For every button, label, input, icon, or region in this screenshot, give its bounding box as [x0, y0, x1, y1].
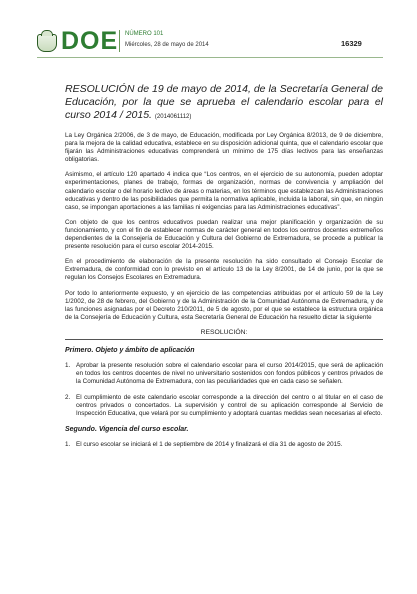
resolution-code: (2014061112) [154, 114, 192, 120]
doe-logo: DOE [61, 27, 119, 55]
item-text: El curso escolar se iniciará el 1 de septiembre de 2014 y finalizará el día 31 de agosto de 2015. [76, 441, 343, 449]
resolution-rule [65, 339, 383, 340]
resolution-heading: RESOLUCIÓN: [200, 328, 248, 336]
item-number: 2. [65, 394, 71, 402]
resolution-title-text: RESOLUCIÓN de 19 de mayo de 2014, de la Secretaría General de Educación, por la que se aprueba el calendario escolar para el curso 2014 / 2015. [65, 83, 383, 121]
paragraph: En el procedimiento de elaboración de la presente resolución ha sido consultado el Consejo Escolar de Extremadura, de conformidad con lo previsto en el artículo 13 de la Ley 8/2001, de 14 de junio, por la que se regulan los Consejos Escolares en Extremadura. [65, 258, 383, 282]
header-rule [37, 57, 383, 58]
section-heading-second: Segundo. Vigencia del curso escolar. [65, 426, 189, 434]
item-number: 1. [65, 361, 71, 369]
document-body [65, 83, 383, 458]
paragraph: Asimismo, el artículo 120 apartado 4 indica que “Los centros, en el ejercicio de su autonomía, pueden adoptar experimentaciones, planes de trabajo, formas de organización, normas de convivencia y ampliación del calendario escolar o del horario lectivo de áreas o materias, en los términos que establezcan las Administraciones educativas y dentro de las posibilidades que permita la normativa aplicable, incluida la laboral, sin que, en ningún caso, se impongan aportaciones a las familias ni exigencias para las Administraciones educativas”. [65, 171, 383, 211]
paragraph: La Ley Orgánica 2/2006, de 3 de mayo, de Educación, modificada por Ley Orgánica 8/2013, de 9 de diciembre, para la mejora de la calidad educativa, establece en su disposición adicional quinta, que el calendario escolar que fijarán las Administraciones educativas comprenderá un mínimo de 175 días lectivos para las enseñanzas obligatorias. [65, 132, 383, 164]
issue-date: Miércoles, 28 de mayo de 2014 [125, 42, 209, 48]
page-number: 16329 [341, 39, 362, 48]
list-item [65, 394, 383, 418]
item-text: Aprobar la presente resolución sobre el calendario escolar para el curso 2014/2015, que será de aplicación en todos los centros docentes de nivel no universitario sostenidos con fondos públicos y centros privados de la Comunidad Autónoma de Extremadura, con las peculiaridades que en cada caso se señalen. [76, 361, 383, 386]
issue-number: NÚMERO 101 [125, 31, 164, 37]
header-divider [119, 30, 120, 52]
list-item [65, 441, 383, 449]
resolution-title [65, 83, 383, 124]
page-header [0, 0, 417, 62]
item-number: 1. [65, 441, 71, 449]
list-item [65, 362, 383, 386]
paragraph: Con objeto de que los centros educativos puedan realizar una mejor planificación y organización de su funcionamiento, y con el fin de establecer normas de carácter general en todos los centros docentes extremeños dependientes de la Consejería de Educación y Cultura del Gobierno de Extremadura, se procede a publicar la presente resolución para el curso escolar 2014-2015. [65, 218, 383, 251]
coat-of-arms-icon [37, 34, 57, 52]
paragraph: Por todo lo anteriormente expuesto, y en ejercicio de las competencias atribuidas por el artículo 59 de la Ley 1/2002, de 28 de febrero, del Gobierno y de la Administración de la Comunidad Autónoma de Extremadura, y de las funciones asignadas por el Decreto 210/2011, de 5 de agosto, por el que se establece la estructura orgánica de la Consejería de Educación y Cultura, esta Secretaría General de Educación ha resuelto dictar la siguiente [65, 289, 383, 321]
section-heading-first: Primero. Objeto y ámbito de aplicación [65, 346, 195, 354]
item-text: El cumplimiento de este calendario escolar corresponde a la dirección del centro o al titular en el caso de centros privados o concertados. La supervisión y control de su aplicación corresponde al Servicio de Inspección Educativa, que velará por su cumplimiento y adoptará cuantas medidas sean necesarias al efecto. [76, 394, 383, 418]
